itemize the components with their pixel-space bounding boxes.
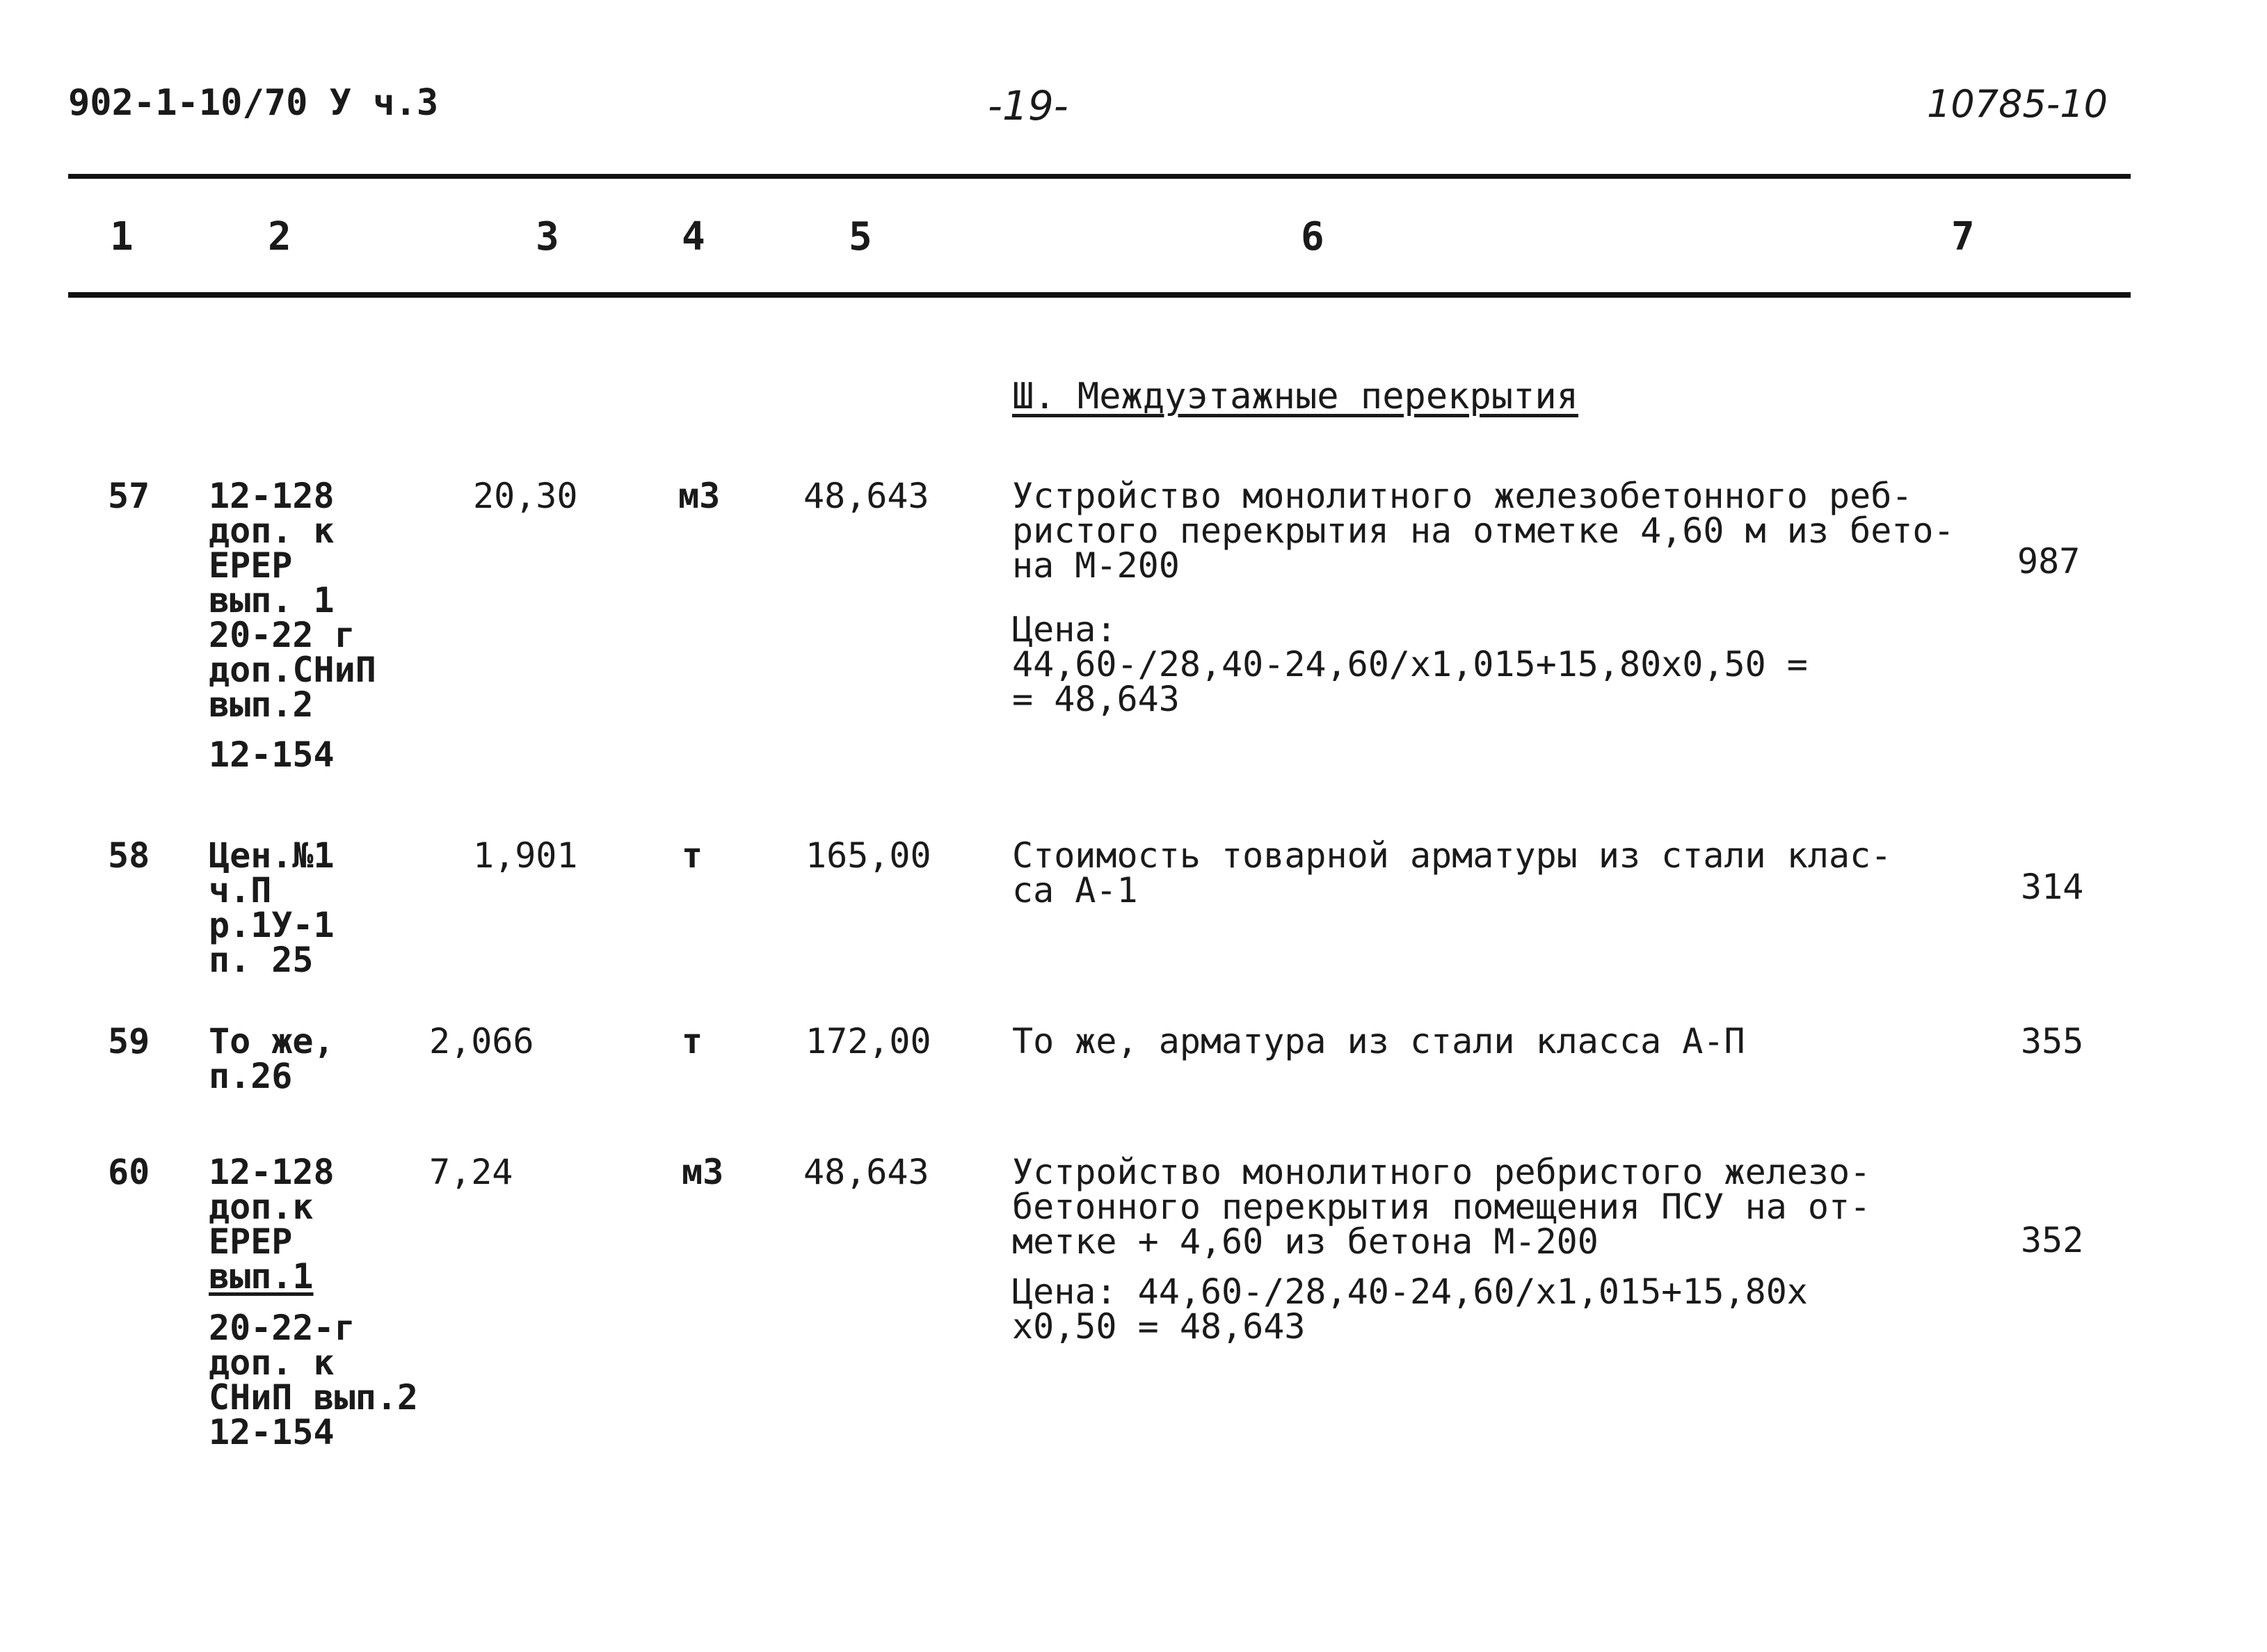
row-60-ref-line: 12-128 — [209, 1152, 335, 1192]
row-60-quantity: 7,24 — [429, 1152, 513, 1192]
row-57-ref-line: ЕРЕР — [209, 545, 293, 586]
row-57-total: 987 — [2017, 541, 2081, 582]
row-58-ref-line: р.1У-1 — [209, 905, 335, 945]
row-57-unit-price: 48,643 — [803, 476, 929, 516]
document-code: 902-1-10/70 У ч.3 — [68, 82, 439, 124]
row-60-calc-line: Цена: 44,60-/28,40-24,60/х1,015+15,80х — [1012, 1272, 1808, 1312]
row-59-number: 59 — [108, 1021, 150, 1061]
row-58-description — [1012, 835, 1892, 911]
row-60-ref-line: доп. к — [209, 1342, 335, 1383]
row-60-desc-line: метке + 4,60 из бетона М-200 — [1012, 1221, 1599, 1262]
row-57-ref-line: 20-22 г — [209, 615, 355, 655]
row-57-ref-line: 12-154 — [209, 735, 335, 775]
row-59-unit-price: 172,00 — [806, 1021, 931, 1061]
row-57-desc-line: Устройство монолитного железобетонного реб- — [1012, 476, 1913, 516]
row-60-unit-price: 48,643 — [803, 1152, 929, 1192]
row-57-unit: м3 — [678, 476, 721, 516]
column-header-1: 1 — [110, 214, 134, 259]
row-58-unit-price: 165,00 — [806, 835, 931, 876]
row-57-price-label: Цена: — [1012, 609, 1117, 650]
row-60-number: 60 — [108, 1152, 150, 1192]
row-58-ref-line: Цен.№1 — [209, 835, 335, 876]
row-59-ref-line: п.26 — [209, 1056, 293, 1096]
row-59-ref-line: То же, — [209, 1021, 335, 1061]
row-60-total: 352 — [2021, 1220, 2084, 1260]
column-header-2: 2 — [268, 214, 291, 259]
row-57-ref-line: вып.2 — [209, 684, 314, 725]
row-57-quantity: 20,30 — [473, 476, 578, 516]
row-57-ref-line: доп. к — [209, 511, 335, 551]
archive-number: 10785-10 — [1927, 82, 2108, 126]
row-57-ref-line: доп.СНиП — [209, 650, 376, 690]
row-60-ref-line: ЕРЕР — [209, 1221, 293, 1262]
row-60-description — [1012, 1152, 1871, 1347]
row-57-reference — [209, 476, 376, 775]
row-57-desc-line: на М-200 — [1012, 545, 1180, 586]
row-58-quantity: 1,901 — [473, 835, 578, 876]
row-60-ref-line: СНиП вып.2 — [209, 1377, 419, 1418]
column-header-4: 4 — [682, 214, 705, 259]
top-rule — [68, 174, 2131, 179]
row-60-desc-line: Устройство монолитного ребристого железо- — [1012, 1152, 1871, 1192]
row-58-total: 314 — [2021, 867, 2084, 907]
row-60-reference — [209, 1152, 419, 1452]
section-title: Ш. Междуэтажные перекрытия — [1012, 376, 1578, 417]
row-59-reference — [209, 1021, 335, 1096]
row-57-ref-line: 12-128 — [209, 476, 335, 516]
row-57-description — [1012, 476, 1955, 719]
row-57-desc-line: ристого перекрытия на отметке 4,60 м из бето- — [1012, 511, 1955, 551]
row-59-desc-line: То же, арматура из стали класса А-П — [1012, 1021, 1745, 1061]
header-bottom-rule — [68, 292, 2131, 298]
column-header-3: 3 — [536, 214, 559, 259]
row-58-reference — [209, 835, 335, 980]
row-59-unit: т — [682, 1021, 703, 1061]
row-58-unit: т — [682, 835, 703, 876]
row-57-calc-line: 44,60-/28,40-24,60/х1,015+15,80х0,50 = — [1012, 644, 1808, 684]
row-58-ref-line: ч.П — [209, 870, 272, 911]
row-57-calc-line: = 48,643 — [1012, 679, 1180, 719]
row-60-unit: м3 — [682, 1152, 724, 1192]
row-59-description — [1012, 1021, 1745, 1061]
row-60-ref-line: вып.1 — [209, 1256, 314, 1297]
row-60-calc-line: х0,50 = 48,643 — [1012, 1306, 1306, 1347]
page-number: -19- — [988, 82, 1068, 129]
column-header-6: 6 — [1301, 214, 1324, 259]
row-60-ref-line: доп.к — [209, 1187, 314, 1227]
column-header-5: 5 — [849, 214, 872, 259]
row-60-ref-line: 12-154 — [209, 1412, 335, 1452]
row-57-number: 57 — [108, 476, 150, 516]
row-59-total: 355 — [2021, 1021, 2084, 1061]
row-58-number: 58 — [108, 835, 150, 876]
row-58-desc-line: са А-1 — [1012, 870, 1138, 911]
column-header-7: 7 — [1951, 214, 1975, 259]
row-59-quantity: 2,066 — [429, 1021, 534, 1061]
row-57-ref-line: вып. 1 — [209, 580, 335, 620]
row-60-ref-line: 20-22-г — [209, 1308, 355, 1348]
row-58-desc-line: Стоимость товарной арматуры из стали клас- — [1012, 835, 1892, 876]
row-58-ref-line: п. 25 — [209, 940, 314, 980]
row-60-desc-line: бетонного перекрытия помещения ПСУ на от- — [1012, 1187, 1871, 1227]
